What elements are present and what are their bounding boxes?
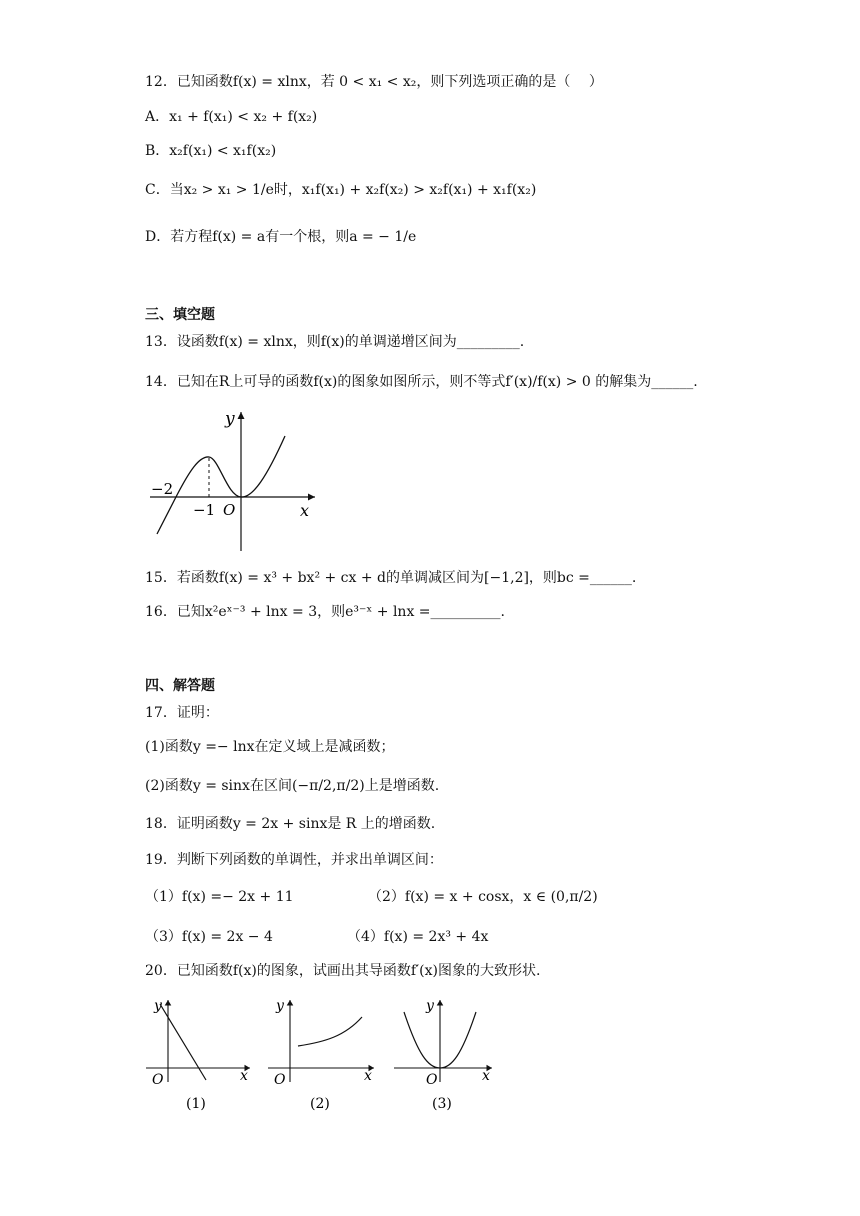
q13-text: 13．设函数f(x) = xlnx，则f(x)的单调递增区间为_________. (145, 334, 525, 350)
q19-part4: （4）f(x) = 2x³ + 4x (347, 929, 489, 945)
q14-text: 14．已知在R上可导的函数f(x)的图象如图所示，则不等式f′(x)/f(x) > 0 的解集为______. (145, 374, 698, 390)
q12-option-b: B．x₂f(x₁) < x₁f(x₂) (145, 143, 277, 159)
graph-1-caption: (1) (186, 1096, 206, 1112)
function-curve (157, 436, 285, 534)
graph-2-curve (298, 1017, 362, 1046)
section-fill-in-heading: 三、填空题 (145, 307, 215, 323)
graph-3-x-label: x (482, 1068, 490, 1084)
q19-part2: （2）f(x) = x + cosx，x ∈ (0,π/2) (368, 889, 598, 905)
x-axis-label: x (300, 501, 310, 520)
graph-3-y-label: y (426, 998, 434, 1014)
q20-graphs (140, 992, 500, 1117)
graph-2 (268, 998, 374, 1112)
y-axis-label: y (225, 409, 235, 429)
graph-1 (146, 998, 250, 1112)
graph-2-origin: O (274, 1072, 286, 1088)
q19-part1: （1）f(x) =− 2x + 11 (145, 889, 294, 905)
graph-3 (394, 998, 492, 1112)
q17-part1: (1)函数y =− lnx在定义域上是减函数； (145, 739, 395, 755)
tick-label-neg2: −2 (151, 480, 174, 498)
q17-stem: 17．证明： (145, 705, 219, 721)
q18-text: 18．证明函数y = 2x + sinx是 R 上的增函数. (145, 816, 436, 832)
q19-stem: 19．判断下列函数的单调性，并求出单调区间： (145, 852, 443, 868)
graph-3-caption: (3) (432, 1096, 452, 1112)
graph-2-caption: (2) (310, 1096, 330, 1112)
q17-part2: (2)函数y = sinx在区间(−π/2,π/2)上是增函数. (145, 778, 440, 794)
graph-2-y-label: y (276, 998, 284, 1014)
q12-stem: 12．已知函数f(x) = xlnx，若 0 < x₁ < x₂，则下列选项正确的是（ ） (145, 74, 603, 90)
q14-graph (145, 406, 325, 556)
graph-1-origin: O (152, 1072, 164, 1088)
graph-3-origin: O (426, 1072, 438, 1088)
q12-option-d: D．若方程f(x) = a有一个根，则a = − 1/e (145, 229, 417, 245)
graph-1-x-label: x (240, 1068, 248, 1084)
q15-text: 15．若函数f(x) = x³ + bx² + cx + d的单调减区间为[−1,2]，则bc =______. (145, 570, 637, 586)
tick-label-neg1: −1 (193, 501, 216, 519)
graph-2-x-label: x (364, 1068, 372, 1084)
q12-option-c: C．当x₂ > x₁ > 1/e时，x₁f(x₁) + x₂f(x₂) > x₂f(x₁) + x₁f(x₂) (145, 182, 537, 198)
q19-part3: （3）f(x) = 2x − 4 (145, 929, 273, 945)
graph-1-curve (160, 1004, 206, 1080)
origin-label: O (223, 501, 236, 519)
section-answer-heading: 四、解答题 (145, 678, 215, 694)
graph-1-y-label: y (154, 998, 162, 1014)
q16-text: 16．已知x²eˣ⁻³ + lnx = 3，则e³⁻ˣ + lnx =__________. (145, 604, 505, 620)
q20-text: 20．已知函数f(x)的图象，试画出其导函数f′(x)图象的大致形状. (145, 963, 541, 979)
q12-option-a: A．x₁ + f(x₁) < x₂ + f(x₂) (145, 109, 318, 125)
